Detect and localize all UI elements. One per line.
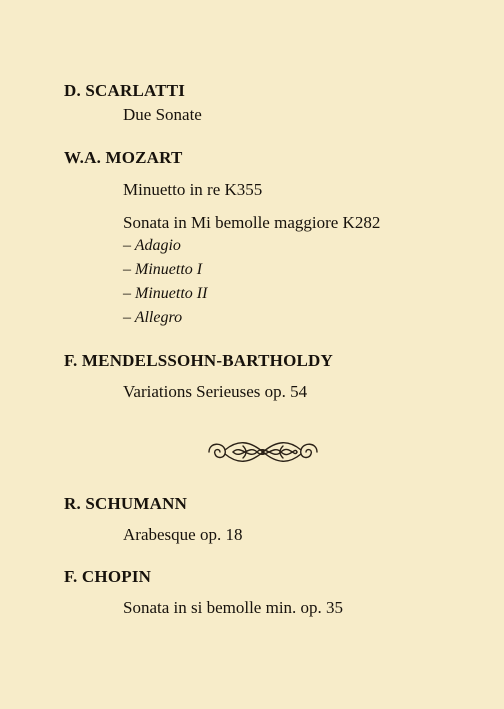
work-mozart-minuetto: Minuetto in re K355 <box>123 180 263 199</box>
composer-mozart: W.A. MOZART <box>64 148 183 167</box>
movement-minuetto-1: – Minuetto I <box>123 261 203 278</box>
work-mozart-sonata: Sonata in Mi bemolle maggiore K282 <box>123 213 381 232</box>
work-chopin-sonata: Sonata in si bemolle min. op. 35 <box>123 598 344 617</box>
work-mendelssohn-variations: Variations Serieuses op. 54 <box>123 382 308 401</box>
work-scarlatti-due-sonate: Due Sonate <box>123 105 202 124</box>
composer-mendelssohn: F. MENDELSSOHN-BARTHOLDY <box>64 351 334 370</box>
work-schumann-arabesque: Arabesque op. 18 <box>123 525 243 544</box>
composer-scarlatti: D. SCARLATTI <box>64 81 186 100</box>
composer-schumann: R. SCHUMANN <box>64 494 188 513</box>
ornamental-divider-icon <box>203 434 323 470</box>
movement-allegro: – Allegro <box>123 309 183 326</box>
movement-minuetto-2: – Minuetto II <box>123 285 208 302</box>
movement-adagio: – Adagio <box>123 237 181 254</box>
composer-chopin: F. CHOPIN <box>64 567 152 586</box>
